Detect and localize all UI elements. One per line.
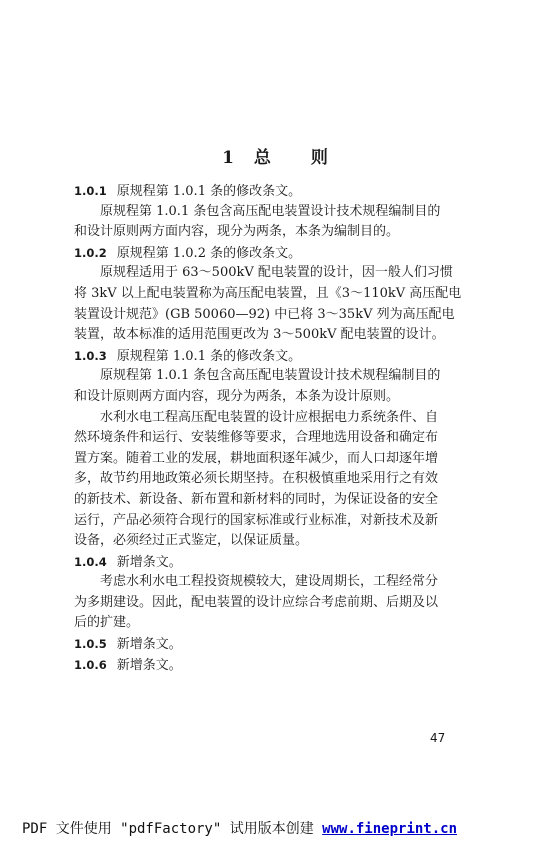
- clause-number: 1.0.4: [74, 554, 107, 569]
- clause-number: 1.0.2: [74, 245, 107, 260]
- clause-heading: [74, 552, 466, 573]
- paragraph-line: 和设计原则两方面内容，现分为两条，本条为设计原则。: [74, 388, 400, 404]
- clause-number: 1.0.6: [74, 657, 107, 672]
- clause-number: 1.0.5: [74, 637, 107, 652]
- clause-number: 1.0.3: [74, 348, 107, 363]
- paragraph-line: 置方案。随着工业的发展，耕地面积逐年减少，而人口却逐年增: [74, 450, 439, 466]
- paragraph-line: 多，故节约用地政策必须长期坚持。在积极慎重地采用行之有效: [74, 471, 439, 487]
- paragraph-line: 和设计原则两方面内容，现分为两条，本条为编制目的。: [74, 224, 400, 240]
- clause-heading-text: 原规程第 1.0.1 条的修改条文。: [116, 184, 302, 199]
- paragraph-line: 将 3kV 以上配电装置称为高压配电装置，且《3～110kV 高压配电: [74, 285, 462, 301]
- paragraph-line: 的新技术、新设备、新布置和新材料的同时，为保证设备的安全: [74, 491, 439, 507]
- paragraph-line: 后的扩建。: [74, 615, 140, 631]
- clause-heading: [74, 655, 466, 676]
- paragraph-line: 考虑水利水电工程投资规模较大，建设周期长，工程经常分: [100, 574, 439, 590]
- pdf-footer: [22, 818, 457, 838]
- paragraph-line: 然环境条件和运行、安装维修等要求，合理地选用设备和确定布: [74, 430, 439, 446]
- paragraph-line: 原规程第 1.0.1 条包含高压配电装置设计技术规程编制目的: [100, 203, 441, 219]
- chapter-title-char-1: 总: [253, 148, 271, 168]
- footer-text: PDF 文件使用 "pdfFactory" 试用版本创建: [22, 821, 323, 837]
- paragraph-line: 为多期建设。因此，配电装置的设计应综合考虑前期、后期及以: [74, 594, 439, 610]
- paragraph-line: 设备，必须经过正式鉴定，以保证质量。: [74, 533, 309, 549]
- clause-heading-text: 原规程第 1.0.1 条的修改条文。: [116, 348, 302, 364]
- footer-link[interactable]: www.fineprint.cn: [322, 821, 458, 837]
- paragraph-line: 装置设计规范》(GB 50060—92) 中已将 3～35kV 列为高压配电: [74, 306, 455, 322]
- page-number: 47: [430, 731, 446, 745]
- clause-heading-text: 新增条文。: [116, 657, 182, 673]
- clause-heading: [74, 634, 466, 655]
- chapter-title-char-2: 则: [310, 148, 328, 168]
- clause-heading-text: 新增条文。: [116, 554, 182, 570]
- chapter-number: 1: [222, 148, 234, 168]
- clause-heading-text: 原规程第 1.0.2 条的修改条文。: [116, 245, 302, 261]
- clause-heading: [74, 243, 466, 264]
- clause-heading: [74, 346, 466, 367]
- paragraph-line: 原规程适用于 63～500kV 配电装置的设计，因一般人们习惯: [100, 265, 453, 281]
- paragraph-line: 原规程第 1.0.1 条包含高压配电装置设计技术规程编制目的: [100, 368, 441, 384]
- paragraph-line: 运行，产品必须符合现行的国家标准或行业标准，对新技术及新: [74, 512, 439, 528]
- paragraph-line: 水利水电工程高压配电装置的设计应根据电力系统条件、自: [100, 409, 439, 425]
- chapter-title: [0, 143, 550, 168]
- clause-heading-text: 新增条文。: [116, 637, 182, 653]
- clause-number: 1.0.1: [74, 184, 107, 198]
- paragraph-line: 装置，故本标准的适用范围更改为 3～500kV 配电装置的设计。: [74, 327, 445, 343]
- clause-heading: [74, 181, 466, 202]
- document-body: [74, 181, 466, 675]
